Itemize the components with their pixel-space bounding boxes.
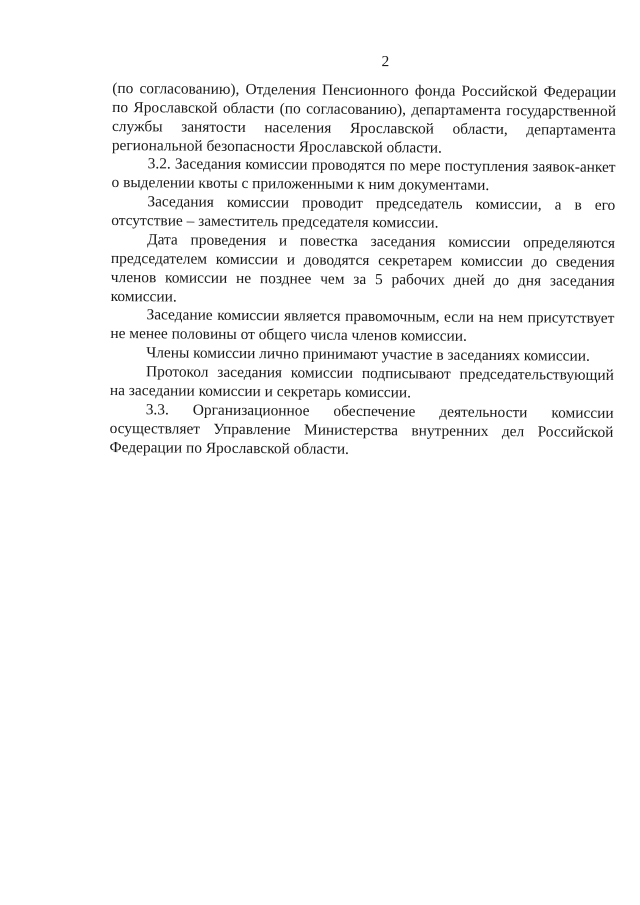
page-number: 2 bbox=[381, 53, 390, 71]
text-line: Федерации по Ярославской области. bbox=[109, 438, 350, 458]
text-line: 3.3. Организационное обеспечение деятельности комиссии bbox=[145, 401, 614, 422]
text-line: Протокол заседания комиссии подписывают председательствующий bbox=[146, 363, 614, 384]
text-line: Члены комиссии лично принимают участие в заседаниях комиссии. bbox=[146, 344, 590, 365]
text-line: Заседание комиссии является правомочным, если на нем присутствует bbox=[146, 306, 615, 327]
text-line: Дата проведения и повестка заседания комиссии определяются bbox=[147, 231, 616, 252]
text-line: региональной безопасности Ярославской области. bbox=[111, 137, 442, 157]
text-line: не менее половины от общего числа членов комиссии. bbox=[110, 325, 467, 345]
text-line: 3.2. Заседания комиссии проводятся по мере поступления заявок-анкет bbox=[147, 155, 616, 176]
text-line: Заседания комиссии проводит председатель комиссии, а в его bbox=[147, 193, 616, 214]
text-line: на заседании комиссии и секретарь комиссии. bbox=[109, 382, 412, 402]
text-line: осуществляет Управление Министерства внутренних дел Российской bbox=[109, 419, 614, 441]
text-line: отсутствие – заместитель председателя комиссии. bbox=[111, 212, 439, 232]
body-text bbox=[2, 0, 640, 458]
text-line: службы занятости населения Ярославской области, департамента bbox=[111, 118, 616, 139]
text-line: (по согласованию), Отделения Пенсионного фонда Российской Федерации bbox=[112, 80, 617, 101]
text-line: комиссии. bbox=[110, 288, 177, 306]
text-line: по Ярославской области (по согласованию), департамента государственной bbox=[112, 99, 617, 120]
text-line: членов комиссии не позднее чем за 5 рабочих дней до дня заседания bbox=[110, 269, 615, 290]
text-line: председателем комиссии и доводятся секретарем комиссии до сведения bbox=[110, 250, 615, 271]
text-line: о выделении квоты с приложенными к ним документами. bbox=[111, 174, 490, 194]
